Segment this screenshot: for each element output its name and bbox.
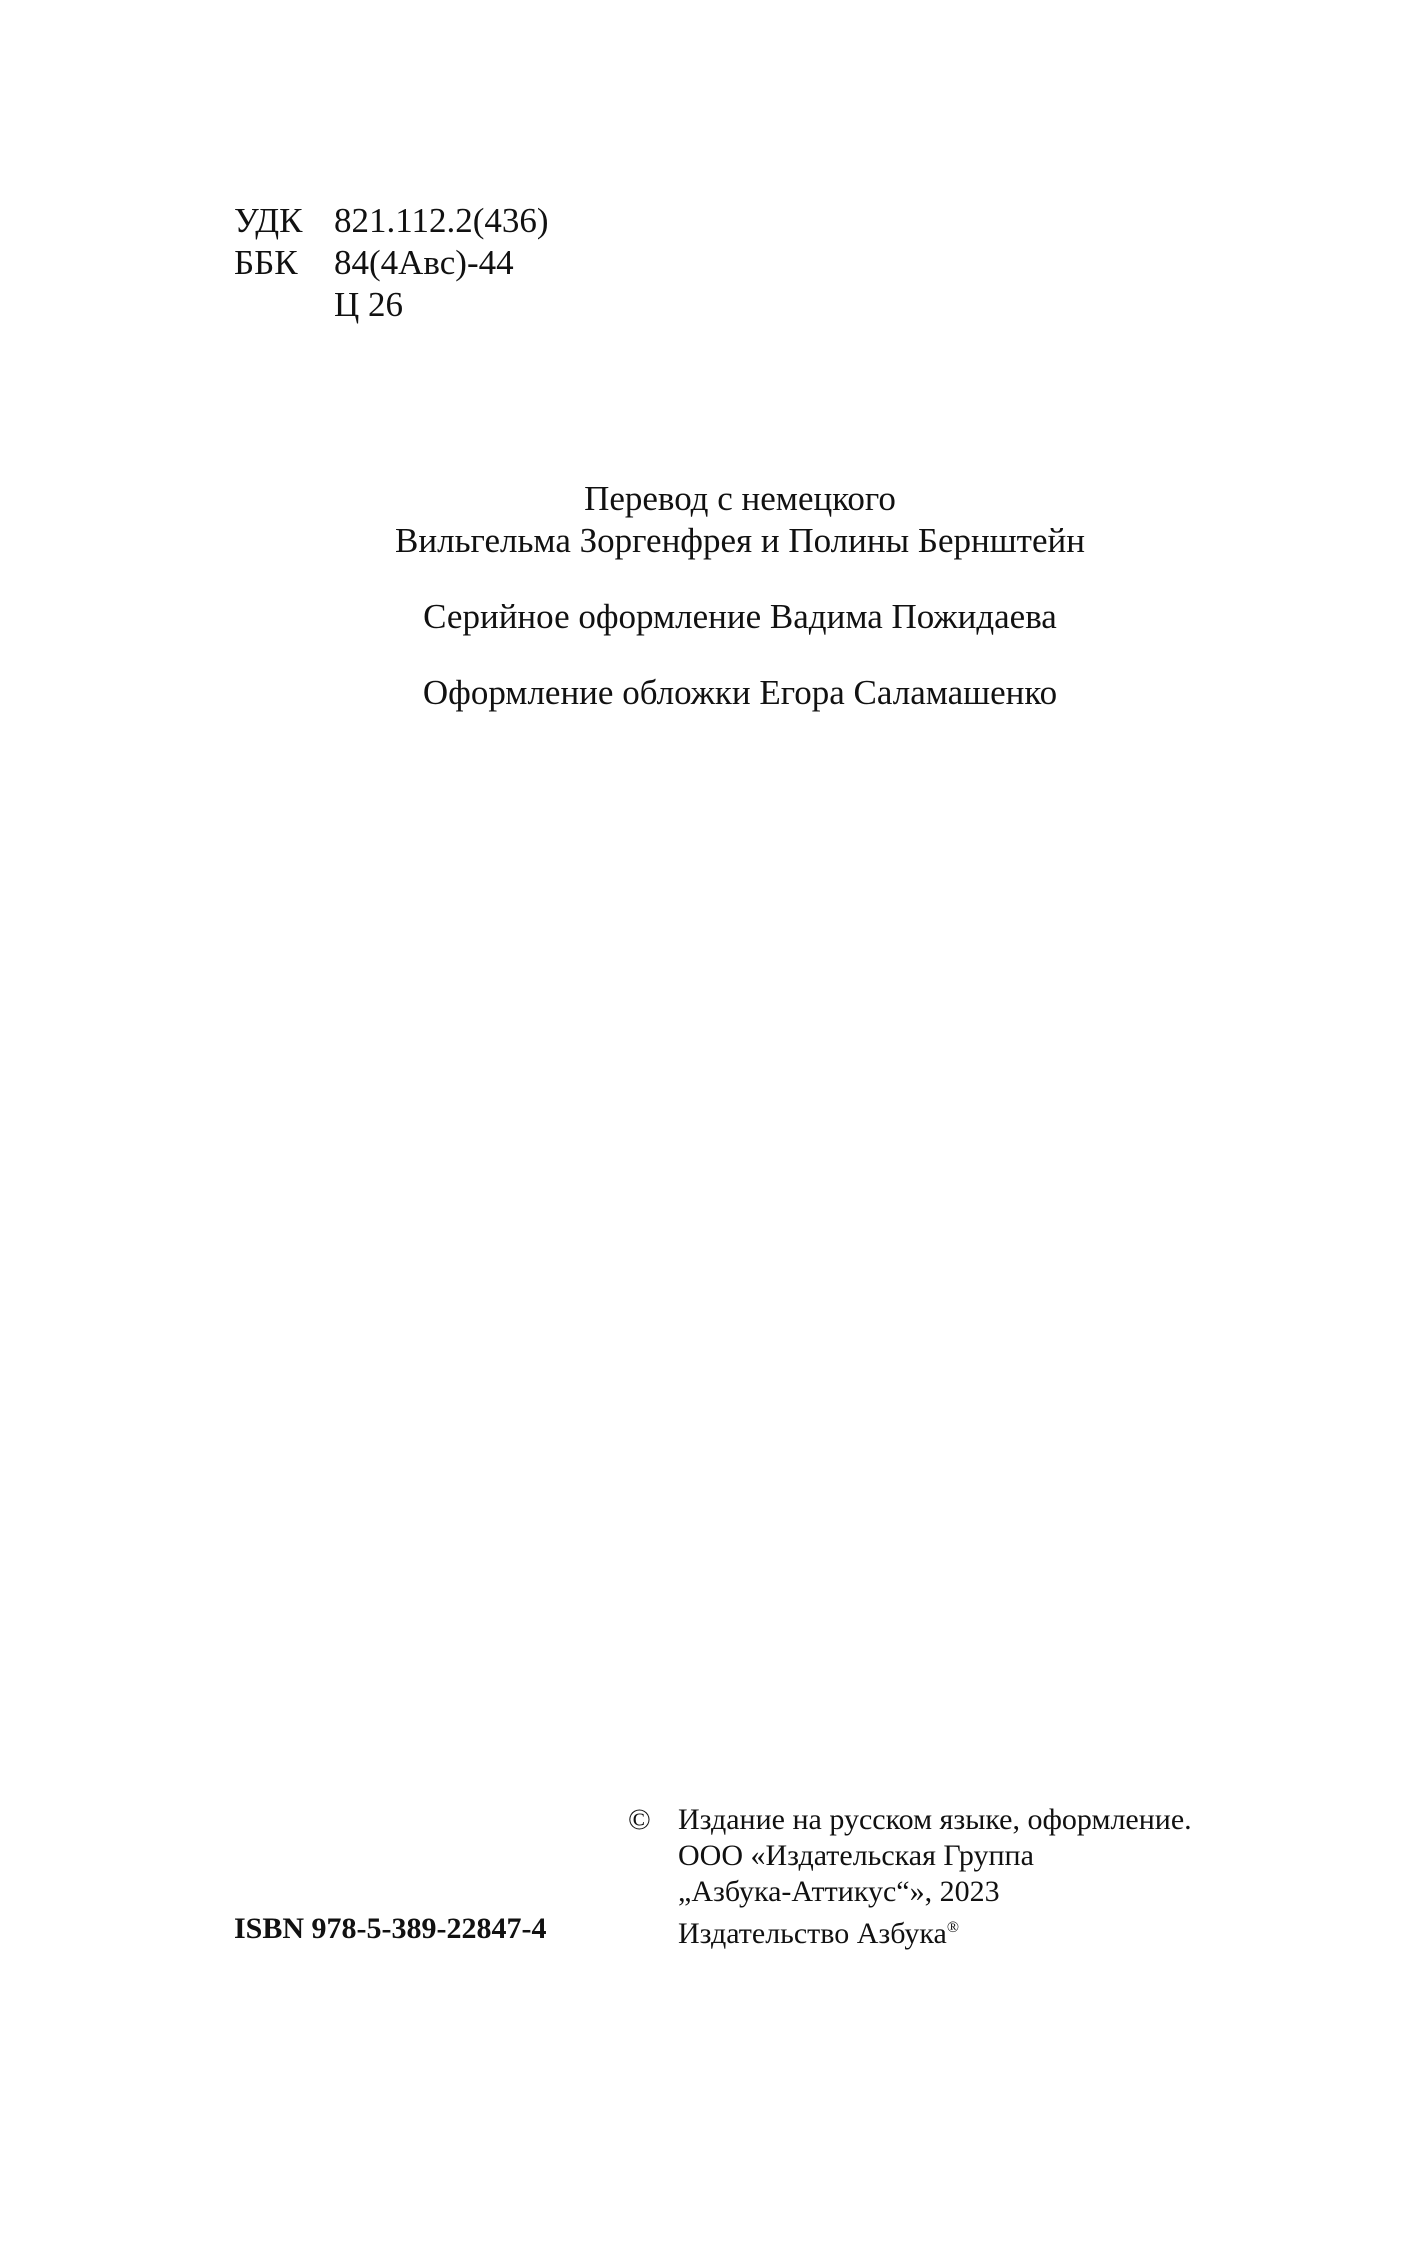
translation-line-2: Вильгельма Зоргенфрея и Полины Бернштейн (395, 521, 1085, 560)
copyright-line-4 (678, 1910, 1192, 1952)
bbk-row (234, 242, 549, 284)
translation-line-1: Перевод с немецкого (584, 479, 896, 518)
bbk-value: 84(4Авс)-44 (334, 243, 514, 282)
bbk-label: ББК (234, 243, 298, 282)
copyright-icon: © (628, 1803, 651, 1836)
isbn: ISBN 978-5-389-22847-4 (234, 1912, 547, 1945)
translation-credit (360, 478, 1120, 562)
udk-row (234, 200, 549, 242)
copyright-block (628, 1802, 1192, 1952)
cover-design-credit: Оформление обложки Егора Саламашенко (422, 673, 1058, 712)
author-mark: Ц 26 (334, 285, 404, 324)
author-mark-row (234, 284, 549, 326)
credits-block (360, 478, 1120, 748)
classification-block (234, 200, 549, 326)
publisher-name: Издательство Азбука (678, 1917, 947, 1950)
series-design-credit: Серийное оформление Вадима Пожидаева (423, 597, 1057, 636)
copyright-line-1: Издание на русском языке, оформление. (678, 1803, 1192, 1836)
copyright-line-3: „Азбука-Аттикус“», 2023 (678, 1875, 1000, 1908)
copyright-lines (678, 1802, 1192, 1952)
udk-value: 821.112.2(436) (334, 201, 549, 240)
copyright-line-2: ООО «Издательская Группа (678, 1839, 1034, 1872)
udk-label: УДК (234, 201, 303, 240)
registered-mark-icon: ® (946, 1919, 959, 1936)
